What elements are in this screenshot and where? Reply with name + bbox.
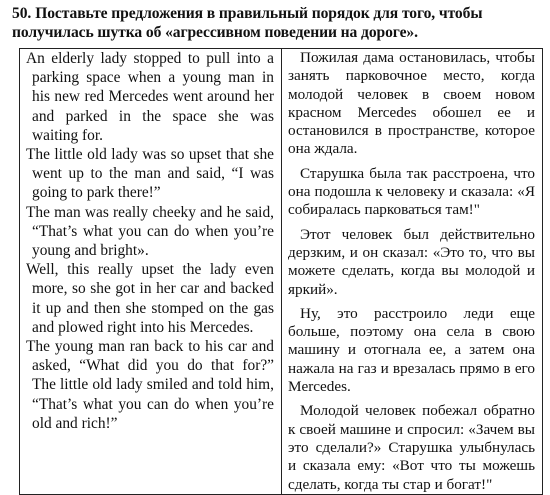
- table-row: [20, 49, 543, 495]
- russian-paragraph-5: Молодой человек побежал обратно к своей машине и спросил: «Зачем вы это сделали?» Старушка улыбнулась и сказала ему: «Вот что ты можешь сделать, когда ты стар и богат!": [288, 402, 535, 493]
- english-paragraph-3: The man was really cheeky and he said, “That’s what you can do when you’re young and bright».: [26, 203, 274, 260]
- english-paragraph-5: The young man ran back to his car and asked, “What did you do that for?” The little old lady smiled and told him, “That’s what you can do when you’re old and rich!”: [26, 338, 274, 432]
- english-paragraph-4: Well, this really upset the lady even more, so she got in her car and backed it up and then she stomped on the gas and plowed right into his Mercedes.: [26, 261, 274, 336]
- russian-paragraph-1: Пожилая дама остановилась, чтобы занять парковочное место, когда молодой человек в своем новом красном Mercedes обошел ее и остановился в пространстве, которое она ждала.: [288, 49, 535, 158]
- russian-paragraph-2: Старушка была так расстроена, что она подошла к человеку и сказала: «Я собиралась парковаться там!": [288, 164, 535, 219]
- task-number: 50.: [12, 5, 32, 22]
- task-heading: [12, 4, 540, 42]
- russian-paragraph-3: Этот человек был действительно дерзким, и он сказал: «Это то, что вы можете сделать, когда вы молодой и яркий».: [288, 225, 535, 298]
- text-table: [19, 48, 543, 495]
- russian-column: [282, 49, 543, 495]
- english-column: [20, 49, 282, 495]
- russian-paragraph-4: Ну, это расстроило леди еще больше, поэтому она села в свою машину и отогнала ее, а затем она нажала на газ и врезалась прямо в его Mercedes.: [288, 304, 535, 396]
- task-instruction: Поставьте предложения в правильный порядок для того, чтобы получилась шутка об «агрессивном поведении на дороге».: [12, 5, 483, 41]
- english-paragraph-2: The little old lady was so upset that she went up to the man and said, “I was going to park there!”: [26, 146, 274, 202]
- english-paragraph-1: An elderly lady stopped to pull into a parking space when a young man in his new red Mercedes went around her and parked in the space she was waiting for.: [26, 50, 274, 144]
